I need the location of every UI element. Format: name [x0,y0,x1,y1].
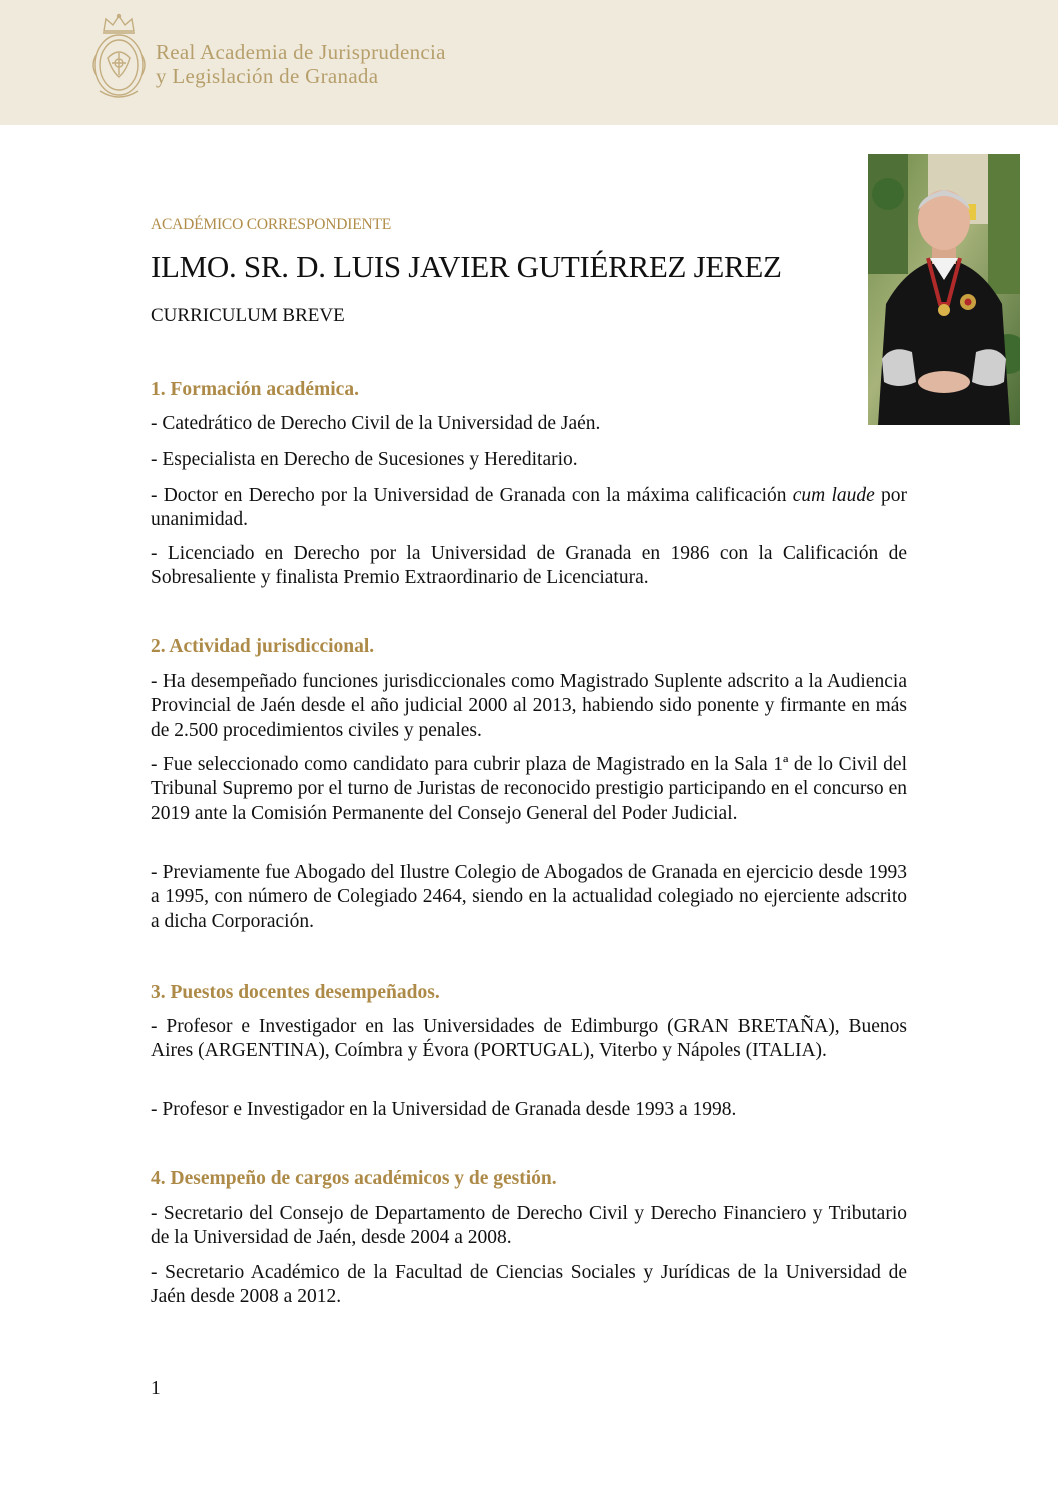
document-subtitle: CURRICULUM BREVE [151,305,345,326]
doctor-text-italic: cum laude [792,485,875,506]
academy-name [156,40,446,88]
academy-name-line2: y Legislación de Granada [156,64,379,88]
portrait-photo [868,154,1020,425]
position-kicker: ACADÉMICO CORRESPONDIENTE [151,216,391,233]
paragraph-magistrado-suplente: - Ha desempeñado funciones jurisdiccionales como Magistrado Suplente adscrito a la Audiencia Provincial de Jaén desde el año judicial 2000 al 2013, habiendo sido ponente y firmante en más de 2.500 procedimientos civiles y penales. [151,671,907,741]
paragraph-secretario-consejo: - Secretario del Consejo de Departamento de Derecho Civil y Derecho Financiero y Tributario de la Universidad de Jaén, desde 2004 a 2008. [151,1203,907,1249]
page-title: ILMO. SR. D. LUIS JAVIER GUTIÉRREZ JEREZ [151,249,782,284]
paragraph-doctor [151,484,907,533]
paragraph-secretario-academico: - Secretario Académico de la Facultad de Ciencias Sociales y Jurídicas de la Universidad de Jaén desde 2008 a 2012. [151,1262,907,1308]
paragraph-abogado: - Previamente fue Abogado del Ilustre Colegio de Abogados de Granada en ejercicio desde 1993 a 1995, con número de Colegiado 2464, siendo en la actualidad colegiado no ejerciente adscrito a dicha Corporación. [151,862,907,932]
section-heading-docentes: 3. Puestos docentes desempeñados. [151,982,440,1003]
paragraph-especialista: - Especialista en Derecho de Sucesiones y Hereditario. [151,449,578,470]
paragraph-universidad-granada: - Profesor e Investigador en la Universidad de Granada desde 1993 a 1998. [151,1099,737,1120]
paragraph-universidades-extranjeras: - Profesor e Investigador en las Universidades de Edimburgo (GRAN BRETAÑA), Buenos Aires (ARGENTINA), Coímbra y Évora (PORTUGAL), Viterbo y Nápoles (ITALIA). [151,1016,907,1062]
academy-crest-icon [86,13,152,105]
page-number: 1 [151,1378,161,1399]
paragraph-tribunal-supremo: - Fue seleccionado como candidato para cubrir plaza de Magistrado en la Sala 1ª de lo Civil del Tribunal Supremo por el turno de Juristas de reconocido prestigio participando en el concurso en 2019 ante la Comisión Permanente del Consejo General del Poder Judicial. [151,754,907,824]
section-heading-formacion: 1. Formación académica. [151,379,359,400]
doctor-text-before: - Doctor en Derecho por la Universidad de Granada con la máxima calificación [151,485,793,506]
paragraph-licenciado: - Licenciado en Derecho por la Universidad de Granada en 1986 con la Calificación de Sobresaliente y finalista Premio Extraordinario de Licenciatura. [151,543,907,589]
section-heading-jurisdiccional: 2. Actividad jurisdiccional. [151,636,375,657]
academy-name-line1: Real Academia de Jurisprudencia [156,40,446,64]
doctor-text-after: por unanimidad. [151,485,907,531]
paragraph-catedratico: - Catedrático de Derecho Civil de la Universidad de Jaén. [151,413,601,434]
header-band [0,0,1058,125]
section-heading-cargos: 4. Desempeño de cargos académicos y de gestión. [151,1168,557,1189]
